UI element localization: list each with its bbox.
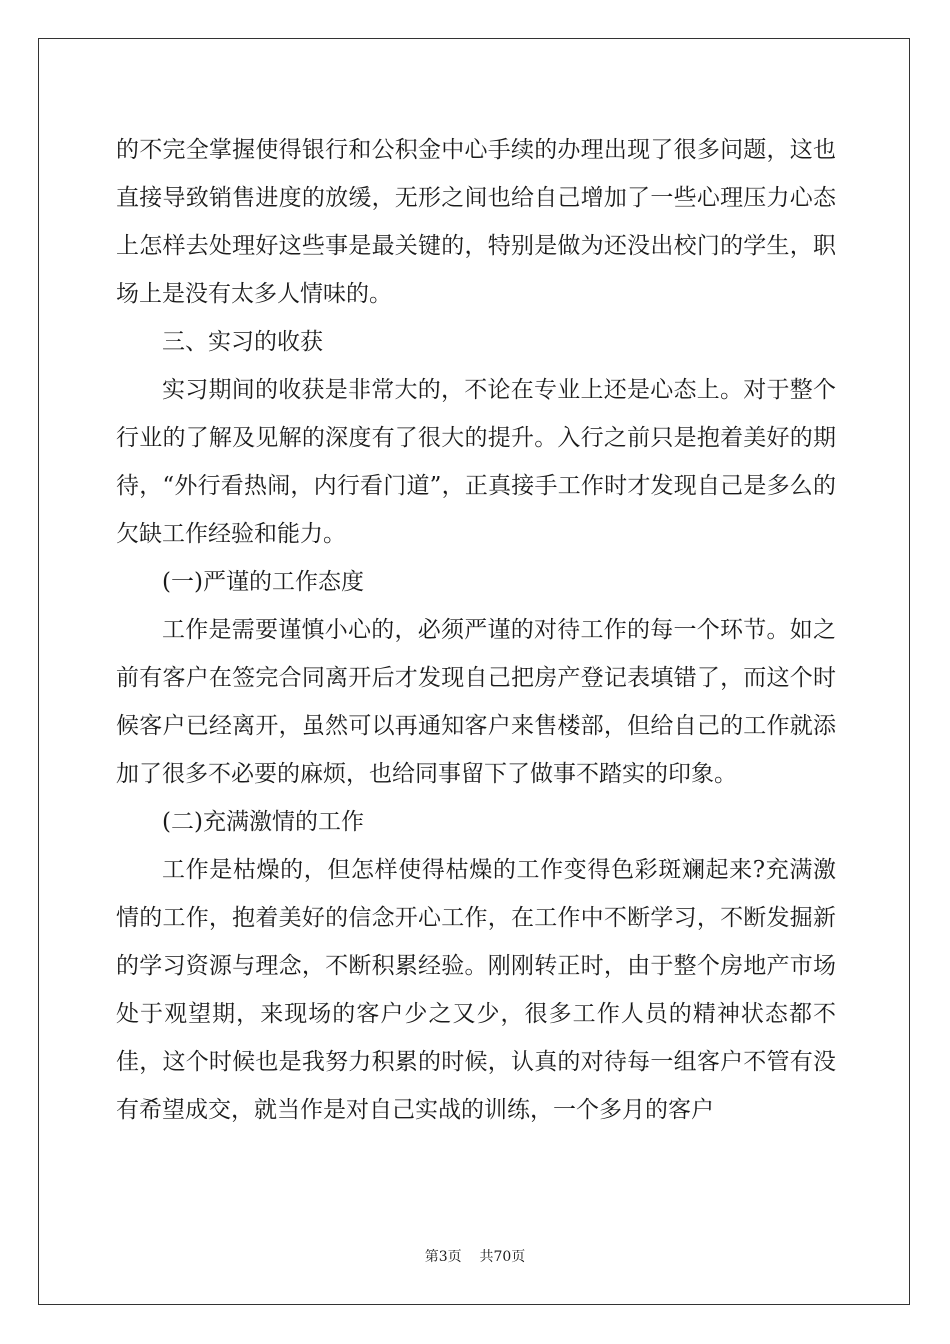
paragraph-gains: 实习期间的收获是非常大的，不论在专业上还是心态上。对于整个行业的了解及见解的深度有了很大的提升。入行之前只是抱着美好的期待，“外行看热闹，内行看门道”，正真接手工作时才发现自己是多么的欠缺工作经验和能力。: [116, 377, 836, 547]
page-number-footer: 第3页 共70页: [424, 1249, 526, 1265]
paragraph-continued: 的不完全掌握使得银行和公积金中心手续的办理出现了很多问题，这也直接导致销售进度的放缓，无形之间也给自己增加了一些心理压力心态上怎样去处理好这些事是最关键的，特别是做为还没出校门的学生，职场上是没有太多人情味的。: [116, 137, 836, 307]
subheading-passionate-work: (二)充满激情的工作: [162, 809, 364, 835]
subheading-rigorous-attitude: (一)严谨的工作态度: [162, 569, 364, 595]
section-heading-gains: 三、实习的收获: [162, 329, 323, 355]
document-body: [116, 126, 836, 1134]
paragraph-passionate-work: 工作是枯燥的，但怎样使得枯燥的工作变得色彩斑斓起来?充满激情的工作，抱着美好的信念开心工作，在工作中不断学习，不断发掘新的学习资源与理念，不断积累经验。刚刚转正时，由于整个房地产市场处于观望期，来现场的客户少之又少，很多工作人员的精神状态都不佳，这个时候也是我努力积累的时候，认真的对待每一组客户不管有没有希望成交，就当作是对自己实战的训练，一个多月的客户: [116, 857, 836, 1123]
paragraph-rigorous-attitude: 工作是需要谨慎小心的，必须严谨的对待工作的每一个环节。如之前有客户在签完合同离开后才发现自己把房产登记表填错了，而这个时候客户已经离开，虽然可以再通知客户来售楼部，但给自己的工作就添加了很多不必要的麻烦，也给同事留下了做事不踏实的印象。: [116, 617, 836, 787]
